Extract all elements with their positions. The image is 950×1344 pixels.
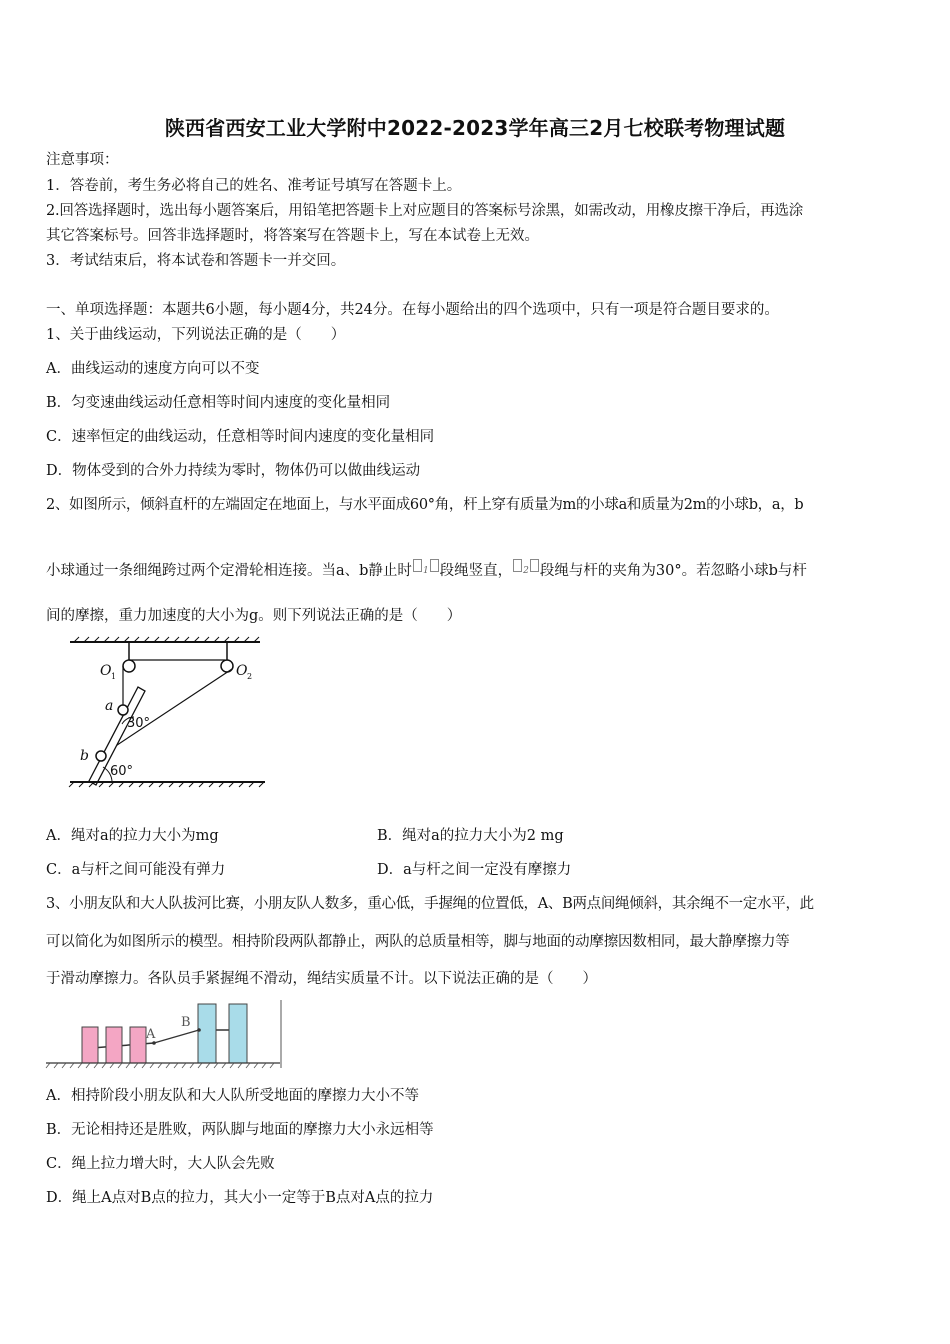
ball-b xyxy=(96,751,106,761)
page-title: 陕西省西安工业大学附中2022-2023学年高三2月七校联考物理试题 xyxy=(164,116,786,140)
q2-sub-1: 1 xyxy=(422,566,429,576)
label-o1: O xyxy=(100,663,112,679)
notice-item-1: 1．答卷前，考生务必将自己的姓名、准考证号填写在答题卡上。 xyxy=(46,178,462,194)
q2-stem-line2 xyxy=(46,559,807,581)
child-3 xyxy=(130,1027,146,1063)
q1-option-a: A．曲线运动的速度方向可以不变 xyxy=(46,361,260,377)
label-o2: O xyxy=(236,663,248,679)
q2-stem-part-c: 段绳与杆的夹角为30°。若忽略小球b与杆 xyxy=(539,563,807,579)
label-angle-60: 60° xyxy=(110,764,134,779)
section-heading: 一、单项选择题：本题共6小题，每小题4分，共24分。在每小题给出的四个选项中，只有一项是符合题目要求的。 xyxy=(46,302,779,318)
missing-symbol-icon xyxy=(513,559,522,572)
label-b: b xyxy=(80,748,89,764)
q3-option-d: D．绳上A点对B点的拉力，其大小一定等于B点对A点的拉力 xyxy=(46,1190,434,1206)
notice-heading: 注意事项： xyxy=(46,152,119,168)
ground-hatch xyxy=(46,1063,274,1068)
q2-option-d: D．a与杆之间一定没有摩擦力 xyxy=(377,862,572,878)
q2-option-a: A．绳对a的拉力大小为mg xyxy=(46,828,219,844)
q2-stem-line1: 2、如图所示，倾斜直杆的左端固定在地面上，与水平面成60°角，杆上穿有质量为m的小球a和质量为2m的小球b，a，b xyxy=(46,497,804,513)
q2-option-c: C．a与杆之间可能没有弹力 xyxy=(46,862,226,878)
label-a: a xyxy=(105,698,114,714)
label-a: A xyxy=(146,1027,156,1042)
q3-figure xyxy=(44,998,284,1070)
rope-ab xyxy=(154,1030,199,1043)
point-b xyxy=(197,1028,201,1032)
q2-option-b: B．绳对a的拉力大小为2 mg xyxy=(377,828,564,844)
notice-item-2: 2.回答选择题时，选出每小题答案后，用铅笔把答题卡上对应题目的答案标号涂黑，如需改动，用橡皮擦干净后，再选涂 xyxy=(46,203,804,219)
q2-stem-part-b: 段绳竖直， xyxy=(439,563,513,579)
ball-a xyxy=(118,705,128,715)
q3-stem-line1: 3、小朋友队和大人队拔河比赛，小朋友队人数多，重心低，手握绳的位置低，A、B两点间绳倾斜，其余绳不一定水平，此 xyxy=(46,896,814,912)
q2-stem-part-a: 小球通过一条细绳跨过两个定滑轮相连接。当a、b静止时 xyxy=(46,563,412,579)
q3-option-b: B．无论相持还是胜败，两队脚与地面的摩擦力大小永远相等 xyxy=(46,1122,434,1138)
pulley-o1 xyxy=(123,660,135,672)
notice-item-2-cont: 其它答案标号。回答非选择题时，将答案写在答题卡上，写在本试卷上无效。 xyxy=(46,228,539,244)
child-1 xyxy=(82,1027,98,1063)
child-2 xyxy=(106,1027,122,1063)
q3-stem-line2: 可以简化为如图所示的模型。相持阶段两队都静止，两队的总质量相等，脚与地面的动摩擦因数相同，最大静摩擦力等 xyxy=(46,934,790,950)
notice-item-3: 3．考试结束后，将本试卷和答题卡一并交回。 xyxy=(46,253,346,269)
q1-stem: 1、关于曲线运动，下列说法正确的是（ ） xyxy=(46,327,346,343)
q3-option-c: C．绳上拉力增大时，大人队会先败 xyxy=(46,1156,275,1172)
q1-option-b: B．匀变速曲线运动任意相等时间内速度的变化量相同 xyxy=(46,395,391,411)
q2-stem-line3: 间的摩擦，重力加速度的大小为g。则下列说法正确的是（ ） xyxy=(46,608,462,624)
label-o2-sub: 2 xyxy=(247,672,253,681)
label-o1-sub: 1 xyxy=(111,672,117,681)
missing-symbol-icon xyxy=(530,559,539,572)
label-angle-30: 30° xyxy=(127,716,151,731)
q3-option-a: A．相持阶段小朋友队和大人队所受地面的摩擦力大小不等 xyxy=(46,1088,419,1104)
q1-option-c: C．速率恒定的曲线运动，任意相等时间内速度的变化量相同 xyxy=(46,429,435,445)
q1-option-d: D．物体受到的合外力持续为零时，物体仍可以做曲线运动 xyxy=(46,463,421,479)
missing-symbol-icon xyxy=(430,559,439,572)
adult-2 xyxy=(229,1004,247,1063)
label-b: B xyxy=(181,1015,191,1030)
missing-symbol-icon xyxy=(413,559,422,572)
adult-1 xyxy=(198,1004,216,1063)
q3-stem-line3: 于滑动摩擦力。各队员手紧握绳不滑动，绳结实质量不计。以下说法正确的是（ ） xyxy=(46,971,597,987)
q2-sub-2: 2 xyxy=(523,566,529,576)
q2-figure xyxy=(60,636,270,791)
